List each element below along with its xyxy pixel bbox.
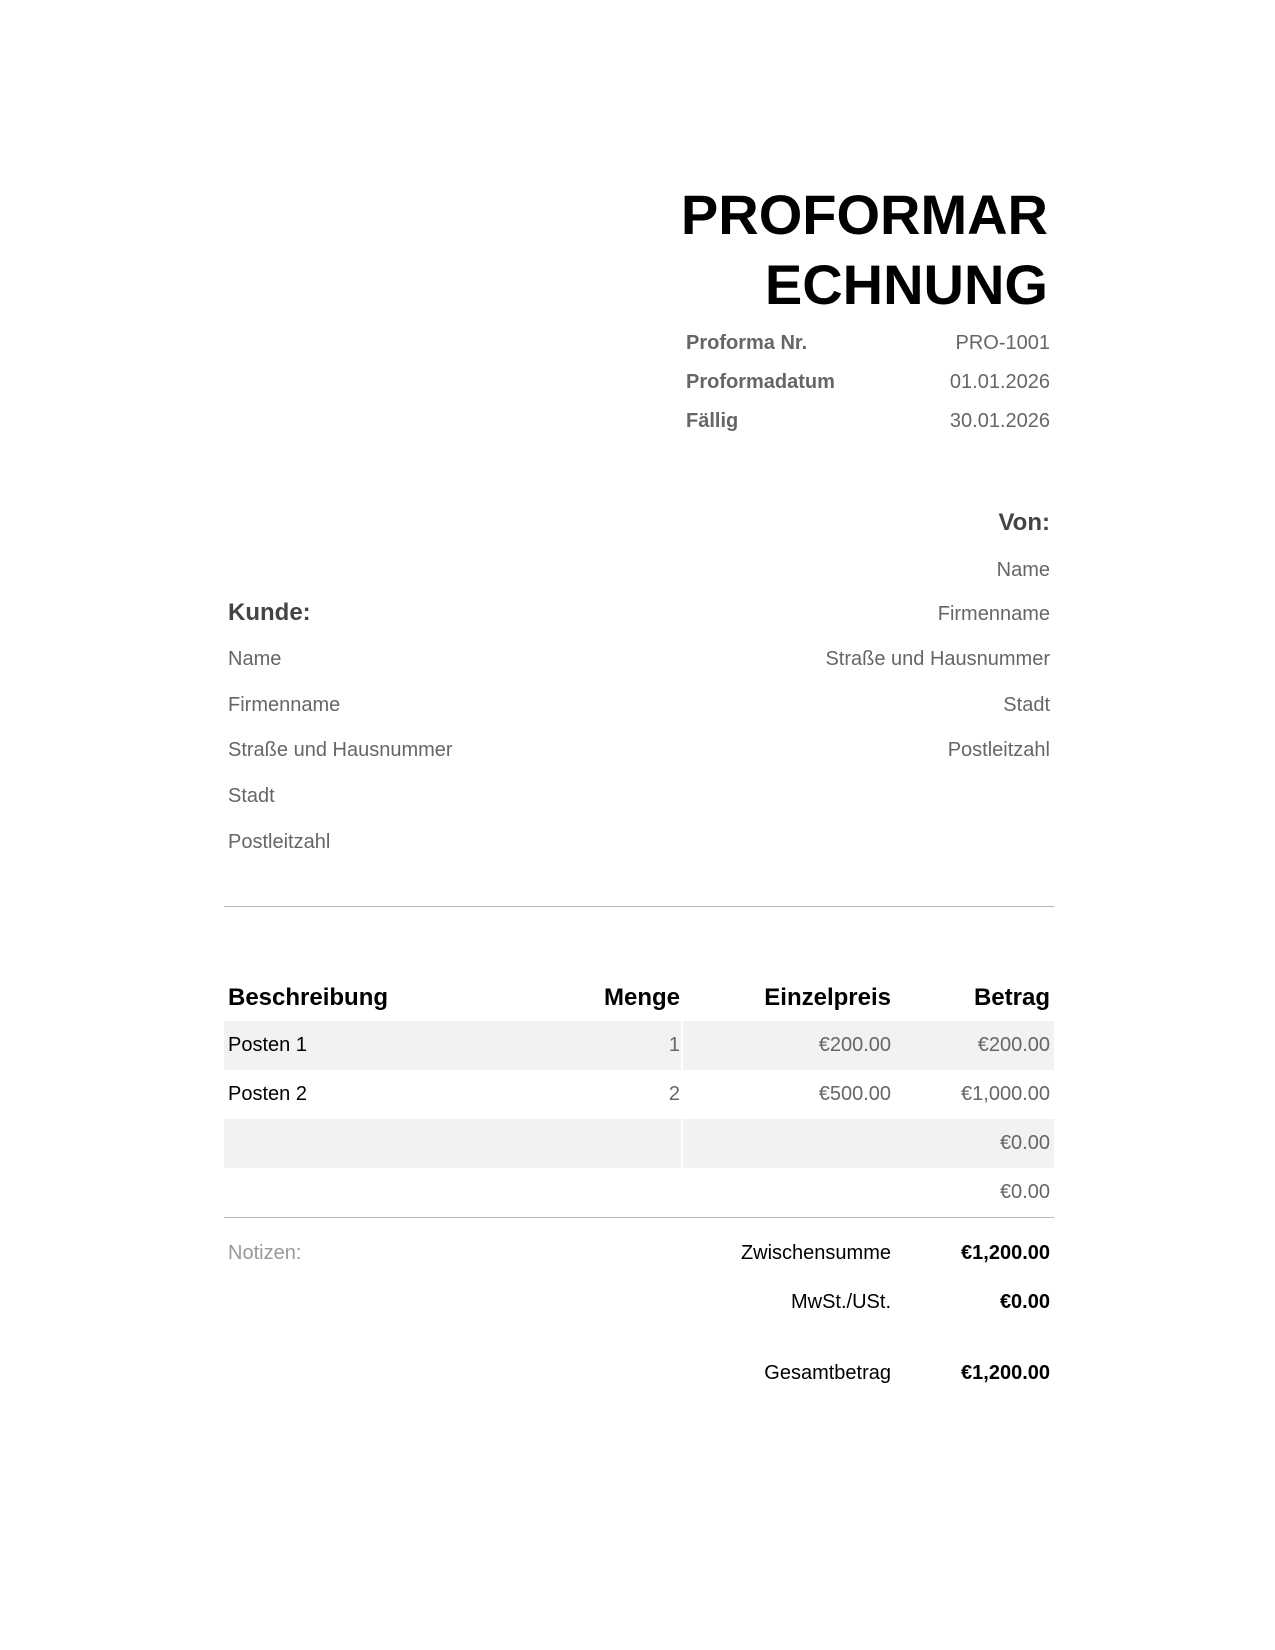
total-label: Zwischensumme <box>740 1242 891 1264</box>
column-header-unit-price: Einzelpreis <box>764 984 891 1011</box>
total-label: Gesamtbetrag <box>764 1362 891 1384</box>
meta-label: Proformadatum <box>686 371 835 393</box>
meta-row-due <box>686 406 1050 436</box>
column-header-amount: Betrag <box>973 984 1050 1011</box>
customer-address-line: Postleitzahl <box>228 831 331 853</box>
meta-row-date <box>686 367 1050 397</box>
customer-address-line: Name <box>228 648 282 670</box>
customer-address-line: Firmenname <box>228 694 341 716</box>
from-address-line: Postleitzahl <box>947 739 1050 761</box>
document-title-line-1: PROFORMAR <box>680 183 1048 246</box>
cell-quantity: 1 <box>668 1034 680 1056</box>
meta-row-number <box>686 328 1050 358</box>
total-value: €0.00 <box>999 1291 1050 1313</box>
from-address-line: Name <box>996 559 1050 581</box>
from-address-line: Stadt <box>1003 694 1050 716</box>
cell-quantity: 2 <box>668 1083 680 1105</box>
cell-unit-price: €500.00 <box>818 1083 891 1105</box>
items-table-header <box>224 978 1054 1018</box>
meta-label: Proforma Nr. <box>686 332 808 354</box>
cell-unit-price: €200.00 <box>818 1034 891 1056</box>
document-title-line-2: ECHNUNG <box>764 253 1048 316</box>
total-row-subtotal <box>224 1238 1054 1268</box>
cell-description: Posten 1 <box>228 1034 307 1056</box>
customer-address-line: Stadt <box>228 785 275 807</box>
meta-value: 30.01.2026 <box>949 410 1050 432</box>
notes-label: Notizen: <box>228 1242 302 1264</box>
customer-address-line: Straße und Hausnummer <box>228 739 453 761</box>
total-row-tax <box>224 1287 1054 1317</box>
cell-amount: €0.00 <box>999 1132 1050 1154</box>
column-header-description: Beschreibung <box>228 984 389 1011</box>
column-header-quantity: Menge <box>603 984 680 1011</box>
meta-value: 01.01.2026 <box>949 371 1050 393</box>
section-divider <box>224 906 1054 907</box>
table-row <box>224 1070 1054 1119</box>
from-heading: Von: <box>998 509 1050 536</box>
cell-amount: €1,000.00 <box>961 1083 1050 1105</box>
total-label: MwSt./USt. <box>790 1291 891 1313</box>
from-address-line: Straße und Hausnummer <box>825 648 1050 670</box>
table-row <box>224 1119 1054 1168</box>
meta-label: Fällig <box>686 410 739 432</box>
customer-heading: Kunde: <box>228 599 311 626</box>
table-row <box>224 1168 1054 1217</box>
table-row <box>224 1021 1054 1070</box>
total-row-grand-total <box>224 1358 1054 1388</box>
cell-amount: €200.00 <box>977 1034 1050 1056</box>
from-address-line: Firmenname <box>937 603 1050 625</box>
total-value: €1,200.00 <box>961 1242 1050 1264</box>
table-bottom-divider <box>224 1217 1054 1218</box>
total-value: €1,200.00 <box>961 1362 1050 1384</box>
cell-amount: €0.00 <box>999 1181 1050 1203</box>
cell-description: Posten 2 <box>228 1083 307 1105</box>
meta-value: PRO-1001 <box>955 332 1050 354</box>
